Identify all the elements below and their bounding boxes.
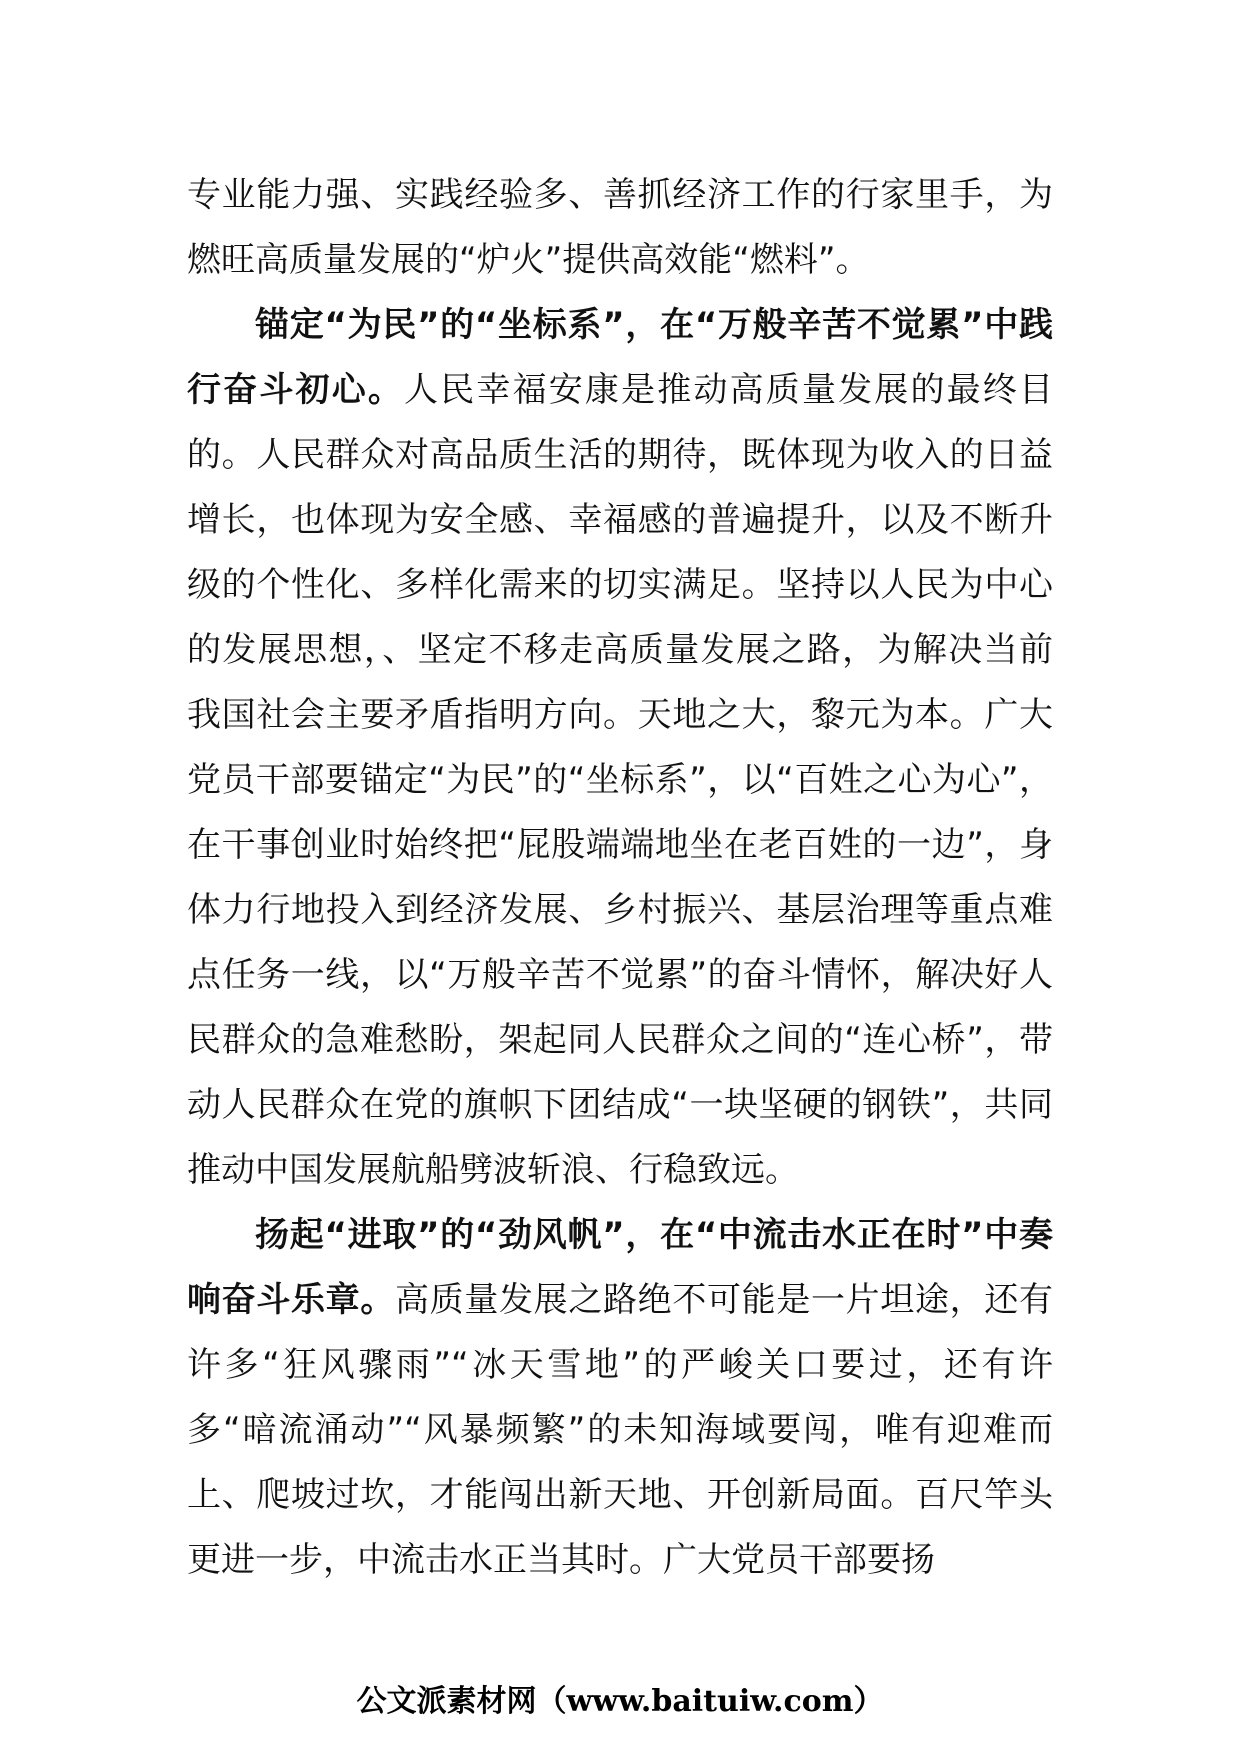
paragraph-3-text: 高质量发展之路绝不可能是一片坦途，还有许多“狂风骤雨”“冰天雪地”的严峻关口要过，还有许多“暗流涌动”“风暴频繁”的未知海域要闯，唯有迎难而上、爬坡过坎，才能闯出新天地、开创新局面。百尺竿头更进一步，中流击水正当其时。广大党员干部要扬 (187, 1280, 1053, 1580)
page-footer: 公文派素材网（www.baituiw.com） (356, 1684, 884, 1719)
paragraph-1 (187, 163, 1053, 293)
paragraph-1-text: 专业能力强、实践经验多、善抓经济工作的行家里手，为燃旺高质量发展的“炉火”提供高效能“燃料”。 (187, 175, 1053, 280)
document-body (187, 163, 1053, 1593)
paragraph-3 (187, 1203, 1053, 1593)
paragraph-2 (187, 293, 1053, 1203)
paragraph-2-lead: 锚定“为民”的“坐标系”，在“万般辛苦不觉累”中践行奋斗初心。 (187, 305, 1053, 410)
paragraph-2-text: 人民幸福安康是推动高质量发展的最终目的。人民群众对高品质生活的期待，既体现为收入的日益增长，也体现为安全感、幸福感的普遍提升，以及不断升级的个性化、多样化需来的切实满足。坚持以人民为中心的发展思想，、坚定不移走高质量发展之路，为解决当前我国社会主要矛盾指明方向。天地之大，黎元为本。广大党员干部要锚定“为民”的“坐标系”，以“百姓之心为心”，在干事创业时始终把“屁股端端地坐在老百姓的一边”，身体力行地投入到经济发展、乡村振兴、基层治理等重点难点任务一线，以“万般辛苦不觉累”的奋斗情怀，解决好人民群众的急难愁盼，架起同人民群众之间的“连心桥”，带动人民群众在党的旗帜下团结成“一块坚硬的钢铁”，共同推动中国发展航船劈波斩浪、行稳致远。 (187, 370, 1054, 1190)
paragraph-3-lead: 扬起“进取”的“劲风帆”，在“中流击水正在时”中奏响奋斗乐章。 (187, 1215, 1053, 1320)
